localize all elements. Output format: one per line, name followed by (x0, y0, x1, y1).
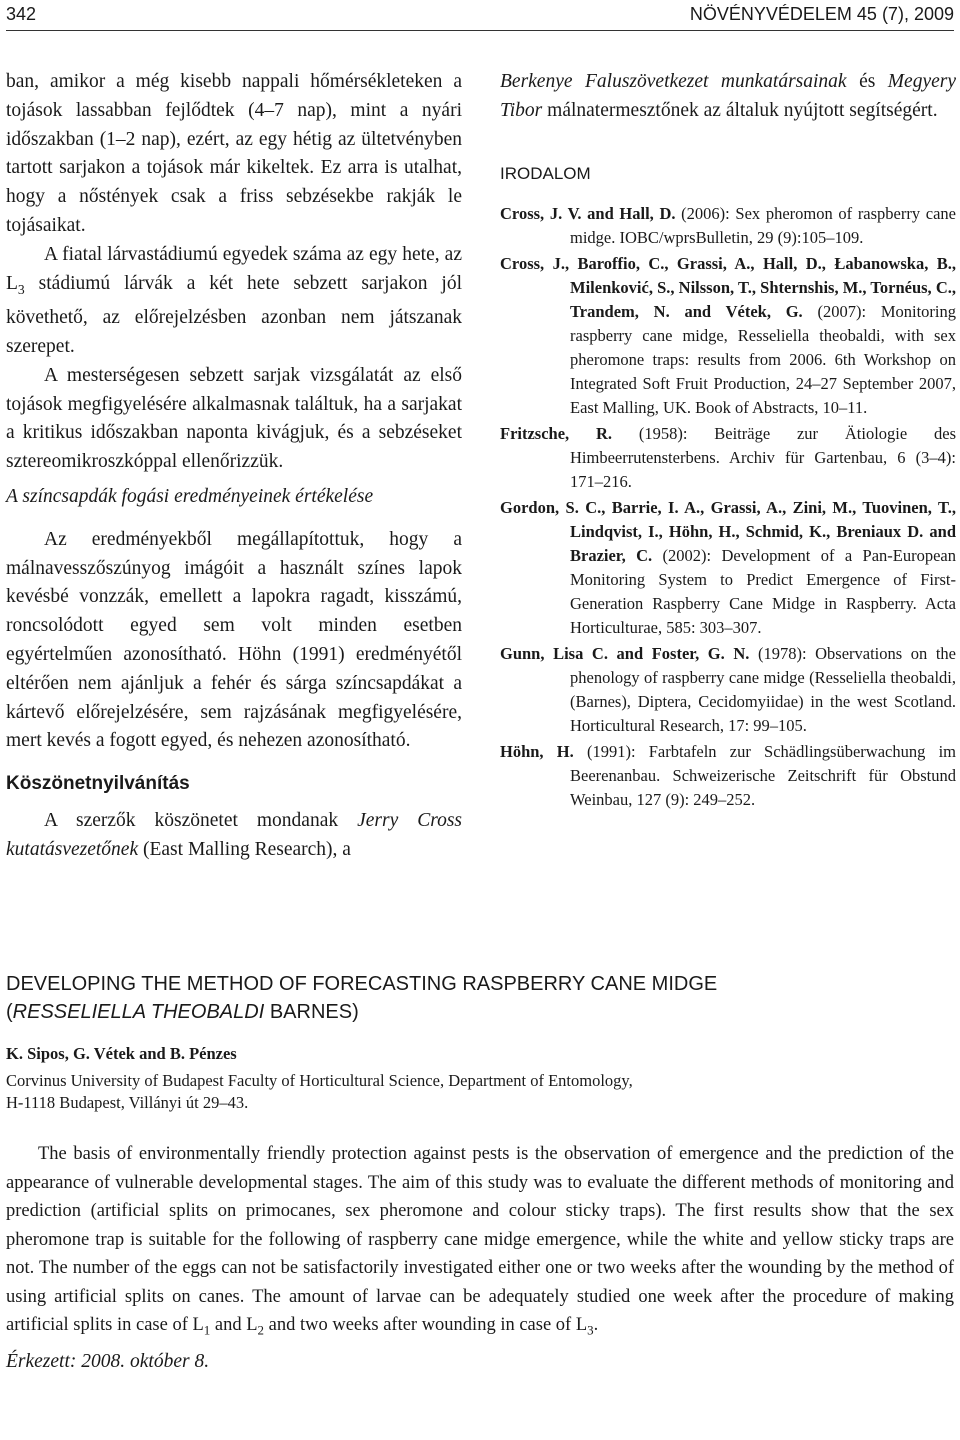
running-head (6, 4, 954, 31)
reference-details: (1991): Farbtafeln zur Schädlingsüberwachung im Beerenanbau. Schweizerische Zeitschrift für Obstund Weinbau, 127 (9): 249–252. (570, 741, 956, 809)
reference-authors: Gordon, S. C., Barrie, I. A., Grassi, A., Zini, M., Tuovinen, T., Lindqvist, I., Höhn, H., Schmid, K., Breniaux D. and Brazier, C. (500, 497, 956, 565)
reference-authors: Fritzsche, R. (500, 423, 613, 443)
paragraph-3: A mesterségesen sebzett sarjak vizsgálatát az első tojások megfigyelésére alkalmasnak találtuk, ha a sarjakat a kritikus időszakban naponta kivágjuk, és a sebzéseket sztereomikroszkóppal ellenőrizzük. (6, 364, 462, 473)
received-date: Érkezett: 2008. október 8. (6, 1351, 210, 1373)
paragraph-2: A fiatal lárvastádiumú egyedek száma az egy hete, az $L_3$ stádiumú lárvák a két hete sebzett sarjakon jól követhető, az előrejelzésben azonban nem játszanak szerepet. (6, 243, 462, 358)
right-column (500, 68, 956, 814)
reference-item (500, 642, 956, 738)
acknowledgement: A szerzők köszönetet mondanak Jerry Cross kutatásvezetőnek (East Malling Research), a (6, 810, 462, 860)
left-column (6, 68, 462, 865)
abstract-title: DEVELOPING THE METHOD OF FORECASTING RASPBERRY CANE MIDGE (RESSELIELLA THEOBALDI BARNES) (6, 973, 718, 1023)
reference-authors: Gunn, Lisa C. and Foster, G. N. (500, 643, 750, 663)
affiliation: Corvinus University of Budapest Faculty of Horticultural Science, Department of Entomology, H-1118 Budapest, Villányi út 29–43. (6, 1071, 633, 1112)
reference-item (500, 422, 956, 494)
reference-details: (1958): Beiträge zur Ätiologie des Himbeerrutensterbens. Archiv für Gartenbau, 6 (3–4): 171–216. (570, 423, 956, 491)
section-subheading: A színcsapdák fogási eredményeinek értékelése (6, 486, 374, 508)
reference-item (500, 740, 956, 812)
acknowledgement-heading: Köszönetnyilvánítás (6, 773, 190, 795)
reference-authors: Höhn, H. (500, 741, 574, 761)
reference-details: (1978): Observations on the phenology of raspberry cane midge (Resseliella theobaldi, (Barnes), Diptera, Cecidomyiidae) in the west Scotland. Horticultural Research, 17: 99–105. (570, 643, 956, 735)
reference-list (500, 202, 956, 812)
reference-authors: Cross, J., Baroffio, C., Grassi, A., Hall, D., Łabanowska, B., Milenković, S., Nilsson, T., Shternshis, M., Tornéus, C., Trandem, N. and Vétek, G. (500, 253, 956, 321)
journal-citation: NÖVÉNYVÉDELEM 45 (7), 2009 (689, 4, 954, 24)
reference-item (500, 202, 956, 250)
english-abstract (6, 970, 954, 1373)
reference-details: (2002): Development of a Pan-European Monitoring System to Predict Emergence of First-Generation Raspberry Cane Midge in Raspberry. Acta Horticulturae, 585: 303–307. (570, 545, 956, 637)
abstract-authors: K. Sipos, G. Vétek and B. Pénzes (6, 1044, 237, 1063)
reference-item (500, 252, 956, 420)
paragraph-4: Az eredményekből megállapítottuk, hogy a málnavesszőszúnyog imágóit a használt színes lapok kevésbé vonzzák, emellett a lapokra ragadt, kisszámú, roncsolódott egyed sem volt minden esetben egyértelműen azonosítható. Höhn (1991) eredményétől eltérően nem ajánljuk a fehér és sárga színcsapdákat a kártevő előrejelzésére, sem rajzásának megfigyelésére, mert kevés a fogott egyed, és nehezen azonosítható. (6, 528, 462, 752)
reference-details: (2006): Sex pheromon of raspberry cane midge. IOBC/wprsBulletin, 29 (9):105–109. (570, 203, 957, 247)
reference-authors: Cross, J. V. and Hall, D. (500, 203, 676, 223)
reference-item (500, 496, 956, 640)
abstract-text: The basis of environmentally friendly protection against pests is the observation of emergence and the prediction of the appearance of vulnerable developmental stages. The aim of this study was to evaluate the different methods of monitoring and prediction (artificial splits on primocanes, sex pheromone and colour sticky traps). The first results show that the sex pheromone trap is suitable for the following of raspberry cane midge emergence, while the white and yellow sticky traps are not. The number of the eggs can not be satisfactorily investigated either one or two weeks after the wounding by the method of using artificial splits on canes. The amount of larvae can be adequately studied one week after the procedure of making artificial splits in case of $L_1$ and $L_2$ and two weeks after wounding in case of $L_3$. (6, 1144, 954, 1338)
paragraph-1: ban, amikor a még kisebb nappali hőmérsékleteken a tojások lassabban fejlődtek (4–7 nap), mint a nyári időszakban (1–2 nap), ezért, az egy hétig az ültetvényben tartott sarjakon a tojások már kikeltek. Ez arra is utalhat, hogy a nőstények csak a friss sebzésekbe rakják le tojásaikat. (6, 71, 462, 236)
reference-details: (2007): Monitoring raspberry cane midge, Resseliella theobaldi, with sex pheromone traps: results from 2006. 6th Workshop on Integrated Soft Fruit Production, 24–27 September 2007, East Malling, UK. Book of Abstracts, 10–11. (570, 301, 956, 417)
acknowledgement-continued: Berkenye Faluszövetkezet munkatársainak és Megyery Tibor málnatermesztőnek az általuk nyújtott segítségért. (500, 71, 956, 121)
page-number: 342 (6, 4, 37, 24)
references-heading: IRODALOM (500, 163, 591, 183)
